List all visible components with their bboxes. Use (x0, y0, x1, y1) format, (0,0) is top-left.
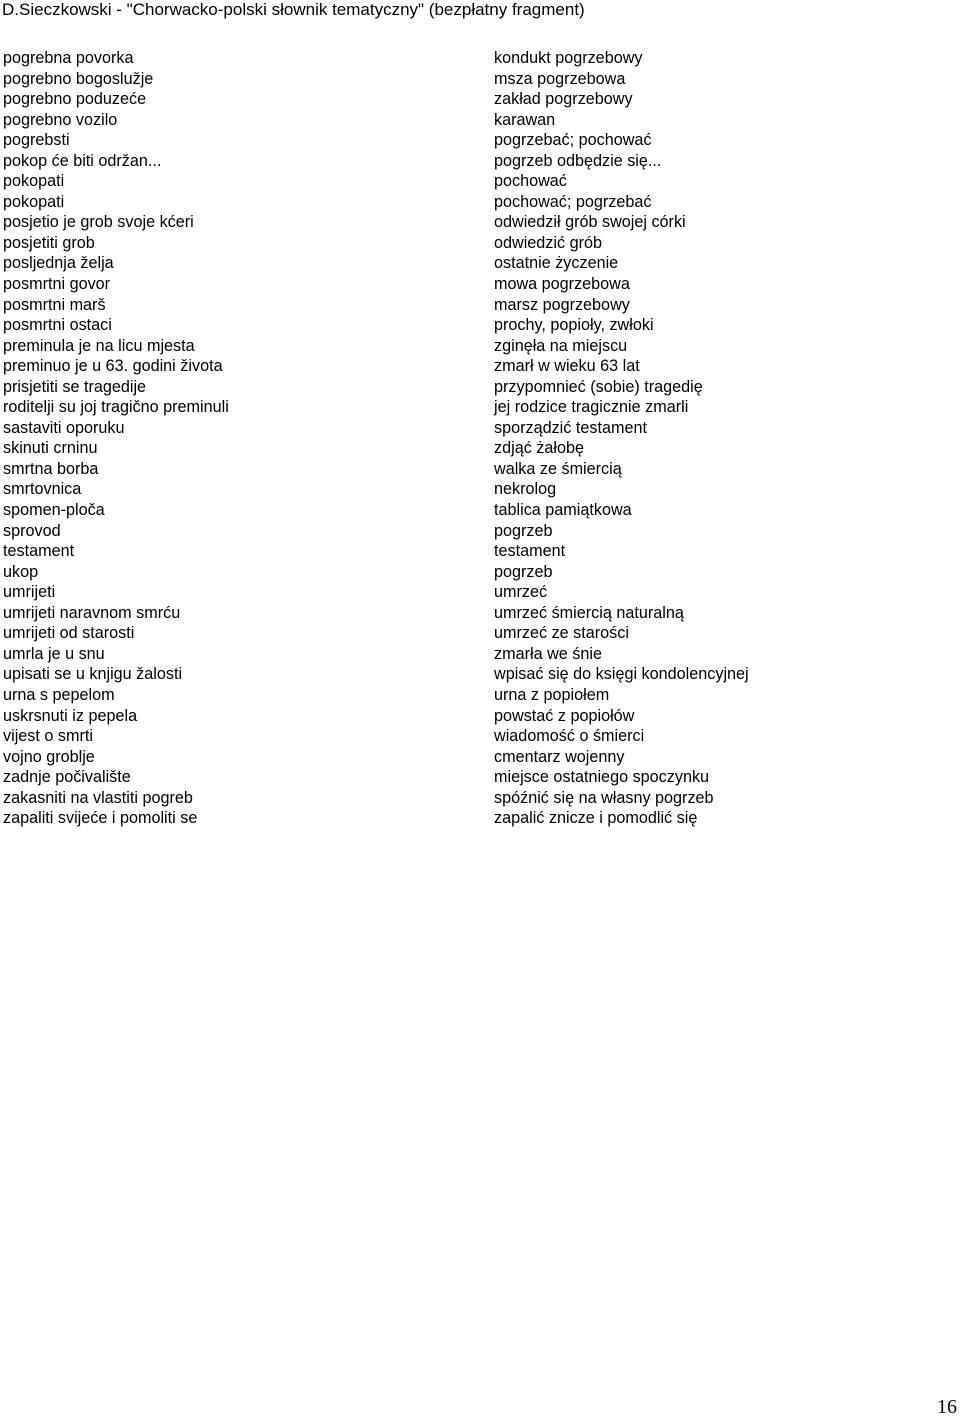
croatian-term: urna s pepelom (3, 685, 115, 704)
polish-translation: mowa pogrzebowa (494, 275, 630, 294)
croatian-term: zadnje počivalište (3, 768, 131, 787)
croatian-term: ukop (3, 562, 39, 581)
croatian-term: spomen-ploča (3, 501, 105, 520)
croatian-term: posjetio je grob svoje kćeri (3, 213, 194, 232)
polish-translation: odwiedzić grób (494, 233, 602, 252)
polish-translation: spóźnić się na własny pogrzeb (494, 788, 714, 807)
croatian-term: posjetiti grob (3, 233, 95, 252)
croatian-term: smrtovnica (3, 480, 82, 499)
polish-translation: prochy, popioły, zwłoki (494, 316, 654, 335)
polish-translation: przypomnieć (sobie) tragedię (494, 377, 703, 396)
polish-translation: pogrzeb odbędzie się... (494, 151, 662, 170)
croatian-term: posljednja želja (3, 254, 114, 273)
croatian-term: posmrtni ostaci (3, 316, 112, 335)
polish-translation: karawan (494, 110, 556, 129)
croatian-term: posmrtni govor (3, 275, 111, 294)
polish-translation: umrzeć (494, 583, 548, 602)
croatian-term: pokopati (3, 172, 65, 191)
polish-translation: zdjąć żałobę (494, 439, 584, 458)
croatian-term: pokop će biti održan... (3, 151, 162, 170)
polish-translation: jej rodzice tragicznie zmarli (494, 398, 689, 417)
polish-translation: sporządzić testament (494, 418, 647, 437)
polish-translation: umrzeć śmiercią naturalną (494, 603, 684, 622)
polish-translation: pochować; pogrzebać (494, 192, 652, 211)
croatian-term: pogrebno bogoslužje (3, 69, 154, 88)
croatian-term: pogrebna povorka (3, 49, 134, 67)
polish-translation: nekrolog (494, 480, 557, 499)
polish-translations-column (494, 48, 749, 829)
croatian-term: prisjetiti se tragedije (3, 377, 147, 396)
croatian-term: preminuo je u 63. godini života (3, 357, 223, 376)
document-header-title: D.Sieczkowski - "Chorwacko-polski słownik tematyczny" (bezpłatny fragment) (2, 0, 585, 19)
polish-translation: zakład pogrzebowy (494, 90, 633, 109)
croatian-term: pogrebno poduzeće (3, 90, 147, 109)
polish-translation: pogrzeb (494, 521, 553, 540)
polish-translation: testament (494, 542, 566, 561)
croatian-term: upisati se u knjigu žalosti (3, 665, 183, 684)
page-number: 16 (937, 1396, 957, 1418)
polish-translation: zmarła we śnie (494, 644, 602, 663)
polish-translation: powstać z popiołów (494, 706, 635, 725)
polish-translation: miejsce ostatniego spoczynku (494, 768, 710, 787)
polish-translation: pogrzeb (494, 562, 553, 581)
croatian-term: pokopati (3, 192, 65, 211)
polish-translation: ostatnie życzenie (494, 254, 619, 273)
croatian-term: vojno groblje (3, 747, 95, 766)
croatian-term: uskrsnuti iz pepela (3, 706, 138, 725)
croatian-term: umrijeti (3, 583, 56, 602)
croatian-term: roditelji su joj tragično preminuli (3, 398, 229, 417)
croatian-term: preminula je na licu mjesta (3, 336, 195, 355)
croatian-term: smrtna borba (3, 459, 99, 478)
croatian-term: zapaliti svijeće i pomoliti se (3, 809, 198, 828)
polish-translation: marsz pogrzebowy (494, 295, 630, 314)
croatian-term: umrijeti naravnom smrću (3, 603, 181, 622)
croatian-term: umrijeti od starosti (3, 624, 135, 643)
croatian-term: testament (3, 542, 75, 561)
croatian-term: pogrebno vozilo (3, 110, 118, 129)
polish-translation: zapalić znicze i pomodlić się (494, 809, 698, 828)
polish-translation: walka ze śmiercią (494, 459, 622, 478)
croatian-term: umrla je u snu (3, 644, 105, 663)
croatian-term: sastaviti oporuku (3, 418, 125, 437)
polish-translation: zginęła na miejscu (494, 336, 628, 355)
polish-translation: tablica pamiątkowa (494, 501, 632, 520)
polish-translation: umrzeć ze starości (494, 624, 629, 643)
polish-translation: cmentarz wojenny (494, 747, 625, 766)
croatian-term: vijest o smrti (3, 727, 93, 746)
croatian-terms-column (3, 48, 229, 829)
polish-translation: pogrzebać; pochować (494, 131, 652, 150)
polish-translation: pochować (494, 172, 567, 191)
polish-translation: kondukt pogrzebowy (494, 49, 643, 67)
croatian-term: skinuti crninu (3, 439, 98, 458)
croatian-term: sprovod (3, 521, 61, 540)
polish-translation: msza pogrzebowa (494, 69, 626, 88)
croatian-term: posmrtni marš (3, 295, 106, 314)
polish-translation: urna z popiołem (494, 685, 610, 704)
polish-translation: wpisać się do księgi kondolencyjnej (494, 665, 749, 684)
polish-translation: odwiedził grób swojej córki (494, 213, 686, 232)
polish-translation: zmarł w wieku 63 lat (494, 357, 640, 376)
polish-translation: wiadomość o śmierci (494, 727, 645, 746)
croatian-term: pogrebsti (3, 131, 70, 150)
croatian-term: zakasniti na vlastiti pogreb (3, 788, 193, 807)
